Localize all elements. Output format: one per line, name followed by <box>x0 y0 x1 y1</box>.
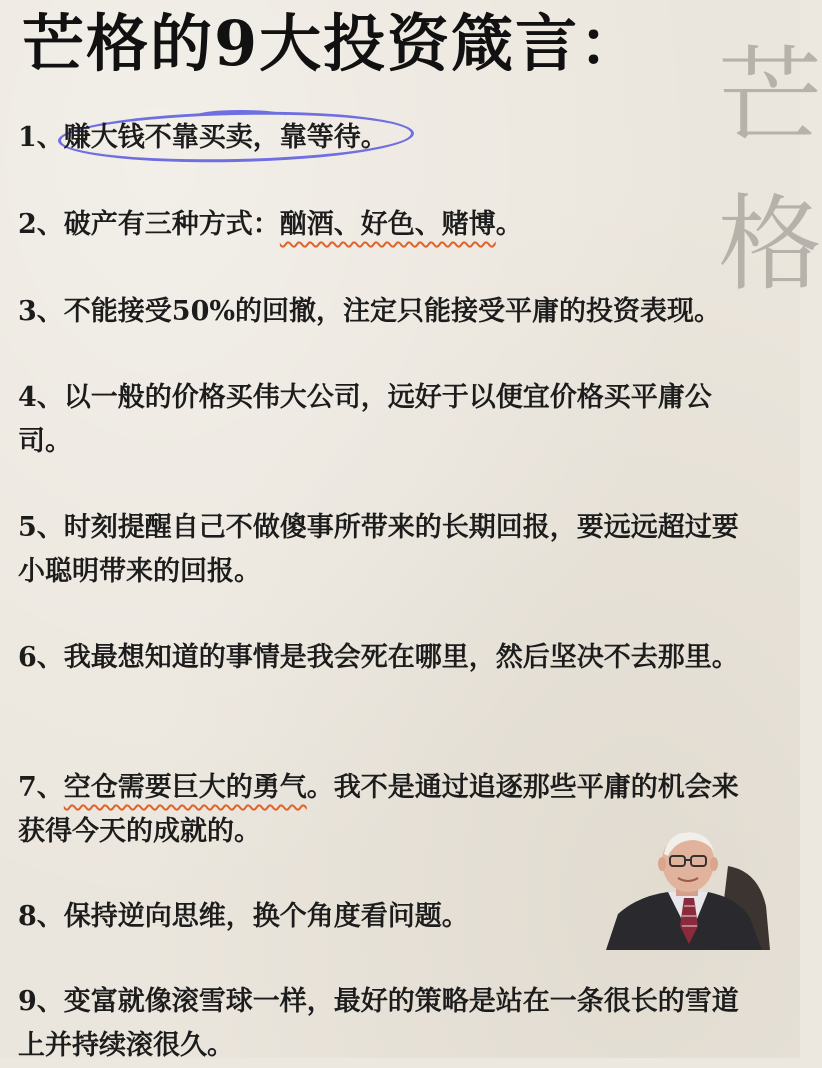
maxim-number: 2、 <box>18 209 64 240</box>
maxim-3 <box>18 290 758 334</box>
maxim-text: 。我不是通过追逐那些平庸的机会来获得今天的成就的。 <box>18 772 739 847</box>
maxim-number: 5、 <box>18 512 64 543</box>
maxim-number: 1、 <box>18 122 64 153</box>
maxim-number: 6、 <box>18 642 64 673</box>
maxim-highlight: 酗酒、好色、赌博 <box>279 209 496 240</box>
maxim-highlight: 空仓需要巨大的勇气 <box>63 772 307 803</box>
maxim-6 <box>18 636 758 680</box>
maxim-text-end: 。 <box>495 209 523 240</box>
maxim-number: 9、 <box>18 986 64 1017</box>
maxim-text: 不能接受50%的回撤，注定只能接受平庸的投资表现。 <box>63 296 722 327</box>
maxim-text: 变富就像滚雪球一样，最好的策略是站在一条很长的雪道上并持续滚很久。 <box>18 986 739 1061</box>
maxim-text: 赚大钱不靠买卖，靠等待。 <box>63 122 388 153</box>
maxim-9 <box>18 980 758 1068</box>
maxim-text: 我最想知道的事情是我会死在哪里，然后坚决不去那里。 <box>63 642 739 673</box>
maxim-text: 保持逆向思维，换个角度看问题。 <box>63 901 469 932</box>
maxim-number: 8、 <box>18 901 64 932</box>
maxim-1 <box>18 116 758 160</box>
watermark-calligraphy <box>718 22 822 318</box>
page-title: 芒格的9大投资箴言： <box>22 7 644 80</box>
watermark-char-2: 格 <box>718 183 822 305</box>
maxim-4 <box>18 376 758 464</box>
maxim-number: 4、 <box>18 382 64 413</box>
maxim-8 <box>18 895 598 939</box>
maxim-text: 以一般的价格买伟大公司，远好于以便宜价格买平庸公司。 <box>18 382 712 457</box>
maxim-2 <box>18 203 758 247</box>
maxim-number: 7、 <box>18 772 64 803</box>
maxim-text: 破产有三种方式： <box>63 209 280 240</box>
elderly-man-photo-icon <box>598 826 772 950</box>
watermark-char-1: 芒 <box>718 35 822 157</box>
maxim-number: 3、 <box>18 296 64 327</box>
maxim-text: 时刻提醒自己不做傻事所带来的长期回报，要远远超过要小聪明带来的回报。 <box>18 512 739 587</box>
maxim-5 <box>18 506 758 594</box>
